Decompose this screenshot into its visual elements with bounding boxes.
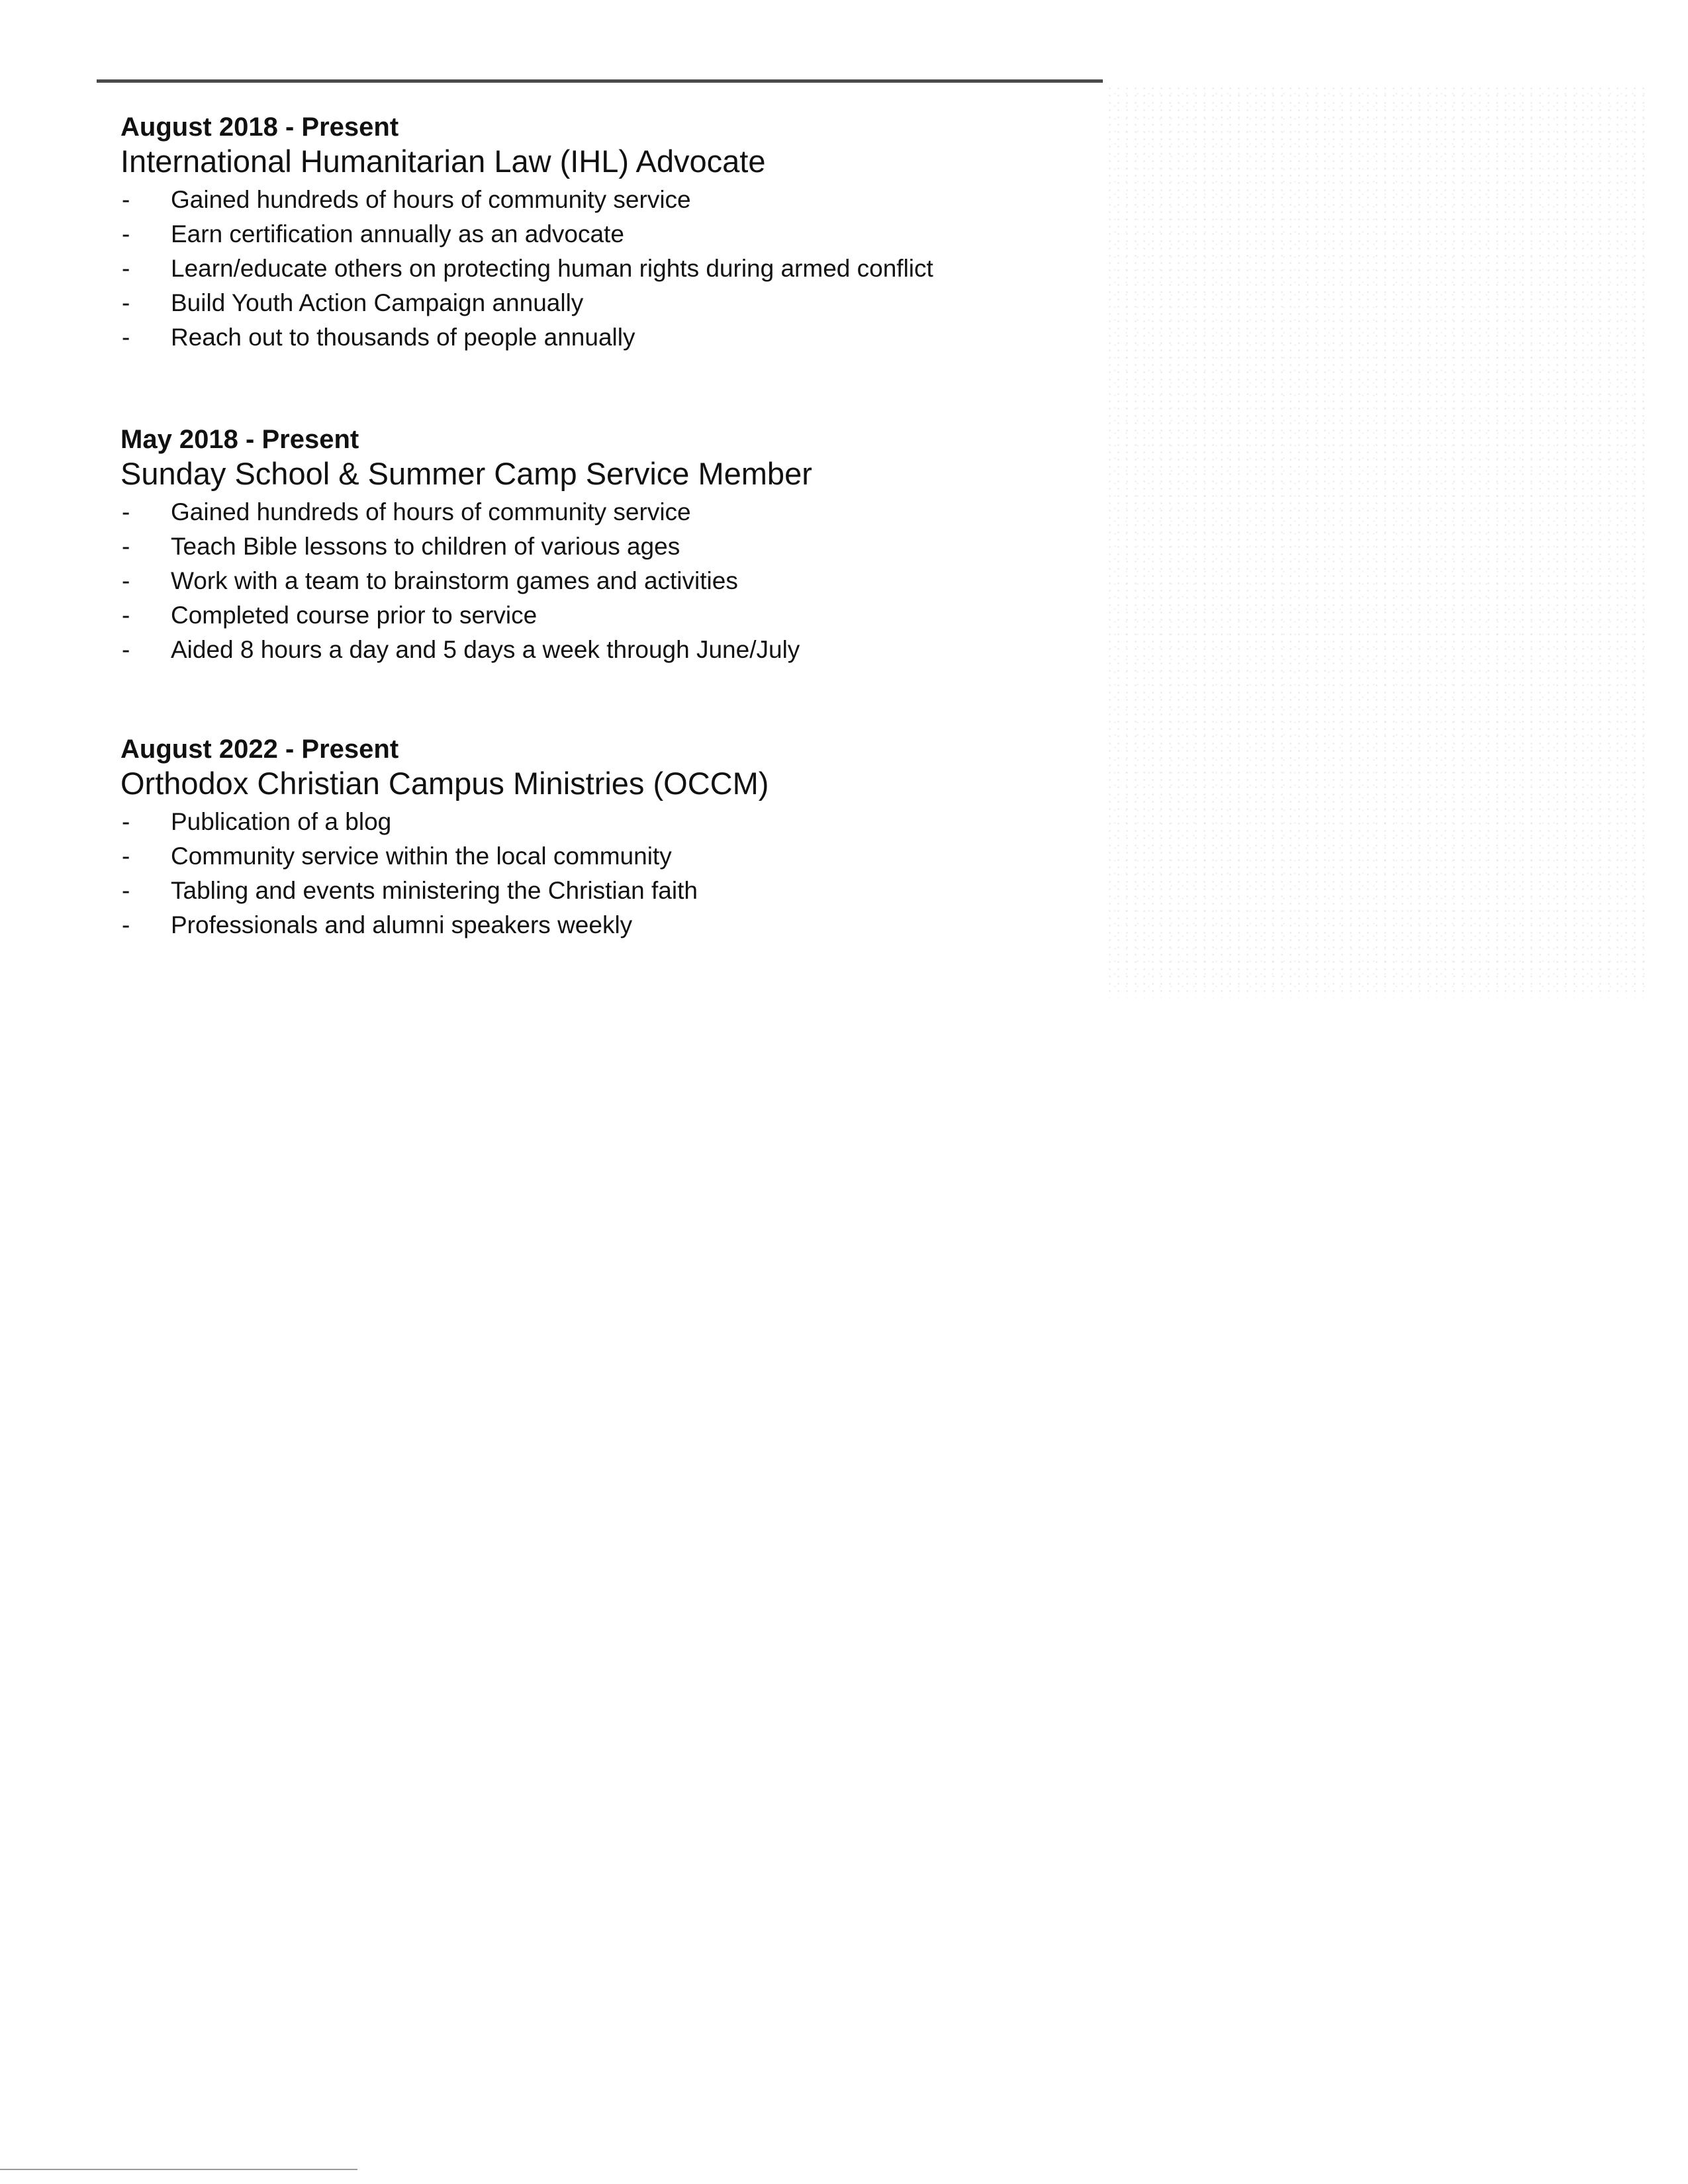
dash-marker: -	[122, 877, 130, 904]
scan-speckle-texture	[1105, 85, 1648, 998]
dash-marker: -	[122, 808, 130, 835]
dash-marker: -	[122, 842, 130, 870]
entry-title: International Humanitarian Law (IHL) Advocate	[120, 144, 766, 179]
bullet-item	[120, 874, 769, 908]
bullet-text: Tabling and events ministering the Christian faith	[171, 877, 698, 904]
bottom-scan-line	[0, 2169, 357, 2170]
bullet-item	[120, 633, 812, 667]
bullet-text: Aided 8 hours a day and 5 days a week through June/July	[171, 636, 800, 663]
bullet-text: Learn/educate others on protecting human rights during armed conflict	[171, 255, 933, 282]
dash-marker: -	[122, 289, 130, 316]
bullet-item	[120, 805, 769, 839]
bullet-text: Earn certification annually as an advocate	[171, 220, 624, 248]
bullet-item	[120, 839, 769, 874]
bullet-item	[120, 217, 933, 251]
experience-entry-occm	[120, 733, 769, 942]
entry-date: May 2018 - Present	[120, 425, 359, 454]
bullet-text: Publication of a blog	[171, 808, 392, 835]
top-divider-line	[97, 79, 1103, 83]
bullet-text: Build Youth Action Campaign annually	[171, 289, 584, 316]
bullet-text: Completed course prior to service	[171, 602, 538, 629]
bullet-item	[120, 251, 933, 286]
bullet-list	[120, 805, 769, 942]
dash-marker: -	[122, 567, 130, 594]
dash-marker: -	[122, 186, 130, 213]
dash-marker: -	[122, 255, 130, 282]
bullet-text: Work with a team to brainstorm games and activities	[171, 567, 738, 594]
dash-marker: -	[122, 602, 130, 629]
bullet-item	[120, 598, 812, 633]
bullet-item	[120, 495, 812, 529]
bullet-item	[120, 286, 933, 320]
bullet-list	[120, 183, 933, 355]
entry-title: Orthodox Christian Campus Ministries (OCCM)	[120, 766, 769, 801]
entry-title: Sunday School & Summer Camp Service Member	[120, 456, 812, 491]
bullet-item	[120, 183, 933, 217]
bullet-item	[120, 564, 812, 598]
entry-date: August 2018 - Present	[120, 113, 399, 142]
experience-entry-sunday-school	[120, 424, 812, 667]
dash-marker: -	[122, 533, 130, 560]
bullet-text: Gained hundreds of hours of community service	[171, 186, 691, 213]
dash-marker: -	[122, 220, 130, 248]
bullet-text: Community service within the local community	[171, 842, 672, 870]
bullet-item	[120, 908, 769, 942]
dash-marker: -	[122, 498, 130, 525]
bullet-text: Professionals and alumni speakers weekly	[171, 911, 633, 938]
bullet-text: Teach Bible lessons to children of various ages	[171, 533, 680, 560]
dash-marker: -	[122, 911, 130, 938]
bullet-list	[120, 495, 812, 667]
experience-entry-ihl	[120, 111, 933, 355]
bullet-item	[120, 529, 812, 564]
bullet-text: Gained hundreds of hours of community service	[171, 498, 691, 525]
dash-marker: -	[122, 324, 130, 351]
bullet-item	[120, 320, 933, 355]
dash-marker: -	[122, 636, 130, 663]
entry-date: August 2022 - Present	[120, 735, 399, 764]
bullet-text: Reach out to thousands of people annually	[171, 324, 635, 351]
